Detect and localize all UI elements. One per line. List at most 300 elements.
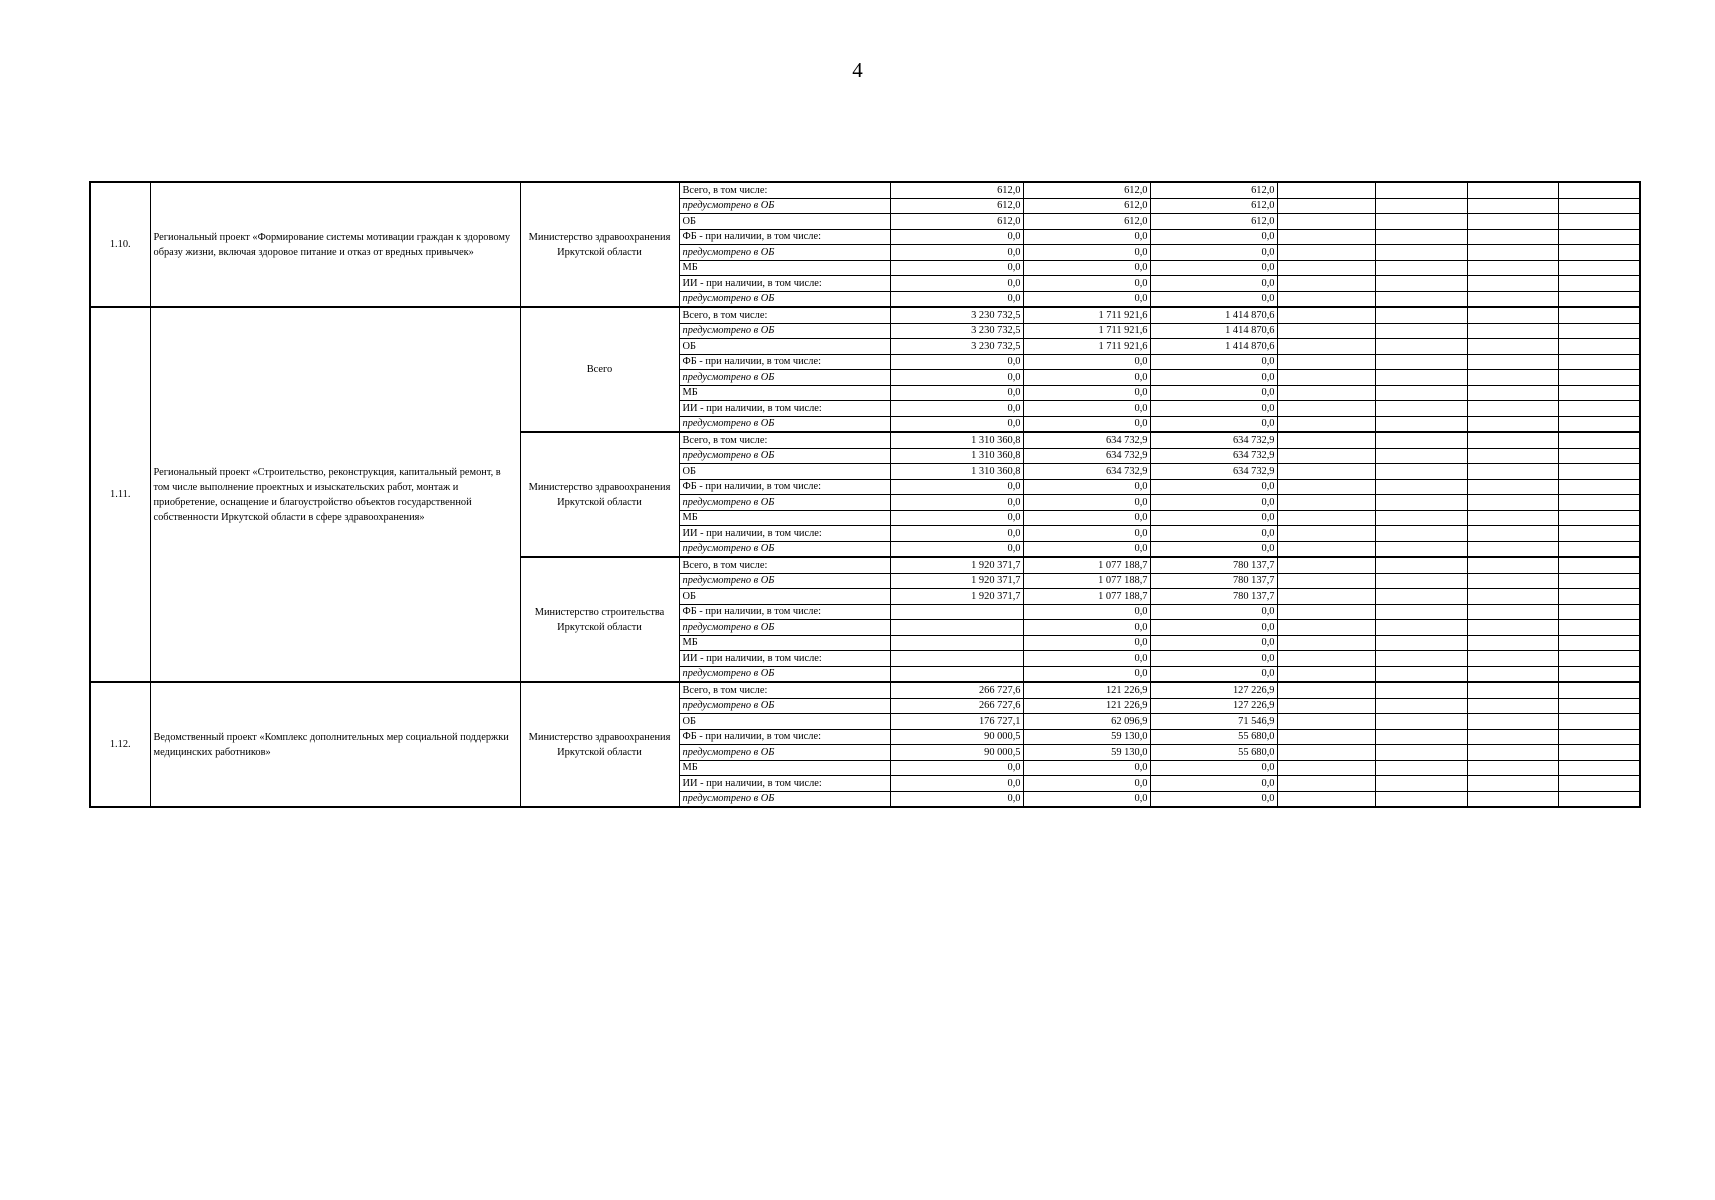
value-year-1: 1 310 360,8: [890, 448, 1023, 464]
value-year-1: 0,0: [890, 354, 1023, 370]
value-year-1: 0,0: [890, 510, 1023, 526]
table-row: [90, 182, 1640, 198]
value-year-3: 0,0: [1150, 416, 1277, 432]
empty-col-2: [1375, 370, 1467, 386]
empty-col-1: [1277, 354, 1375, 370]
value-year-3: 0,0: [1150, 276, 1277, 292]
funding-source: ОБ: [679, 214, 890, 230]
value-year-2: 62 096,9: [1023, 714, 1150, 730]
value-year-2: 0,0: [1023, 666, 1150, 682]
empty-col-4: [1558, 260, 1640, 276]
empty-col-3: [1467, 464, 1558, 480]
funding-source: предусмотрено в ОБ: [679, 495, 890, 511]
empty-col-2: [1375, 354, 1467, 370]
empty-col-1: [1277, 776, 1375, 792]
value-year-3: 780 137,7: [1150, 589, 1277, 605]
empty-col-3: [1467, 682, 1558, 698]
value-year-1: 3 230 732,5: [890, 339, 1023, 355]
value-year-3: 0,0: [1150, 776, 1277, 792]
funding-source: Всего, в том числе:: [679, 557, 890, 573]
empty-col-3: [1467, 416, 1558, 432]
funding-source: Всего, в том числе:: [679, 307, 890, 323]
empty-col-2: [1375, 666, 1467, 682]
value-year-2: 0,0: [1023, 354, 1150, 370]
budget-table: [89, 181, 1641, 808]
empty-col-4: [1558, 682, 1640, 698]
value-year-3: 1 414 870,6: [1150, 323, 1277, 339]
funding-source: ОБ: [679, 589, 890, 605]
value-year-3: 634 732,9: [1150, 464, 1277, 480]
value-year-2: 0,0: [1023, 651, 1150, 667]
funding-source: предусмотрено в ОБ: [679, 245, 890, 261]
value-year-1: 176 727,1: [890, 714, 1023, 730]
empty-col-4: [1558, 291, 1640, 307]
project-name: Региональный проект «Строительство, реконструкция, капитальный ремонт, в том числе выполнение проектных и изыскательских работ, монтаж и приобретение, оснащение и благоустройство объектов государственной собственности Иркутской области в сфере здравоохранения»: [150, 307, 520, 682]
empty-col-1: [1277, 260, 1375, 276]
funding-source: предусмотрено в ОБ: [679, 666, 890, 682]
value-year-1: 0,0: [890, 495, 1023, 511]
empty-col-2: [1375, 604, 1467, 620]
empty-col-3: [1467, 370, 1558, 386]
empty-col-1: [1277, 245, 1375, 261]
empty-col-2: [1375, 291, 1467, 307]
value-year-1: 612,0: [890, 214, 1023, 230]
empty-col-4: [1558, 198, 1640, 214]
value-year-2: 634 732,9: [1023, 448, 1150, 464]
value-year-1: 0,0: [890, 385, 1023, 401]
empty-col-4: [1558, 214, 1640, 230]
value-year-2: 1 711 921,6: [1023, 323, 1150, 339]
empty-col-4: [1558, 401, 1640, 417]
empty-col-2: [1375, 307, 1467, 323]
empty-col-2: [1375, 541, 1467, 557]
empty-col-4: [1558, 776, 1640, 792]
value-year-3: 0,0: [1150, 541, 1277, 557]
value-year-1: 612,0: [890, 182, 1023, 198]
empty-col-4: [1558, 729, 1640, 745]
project-name: Ведомственный проект «Комплекс дополнительных мер социальной поддержки медицинских работников»: [150, 682, 520, 807]
empty-col-4: [1558, 541, 1640, 557]
section-number: 1.10.: [90, 182, 150, 307]
empty-col-4: [1558, 635, 1640, 651]
value-year-2: 0,0: [1023, 620, 1150, 636]
empty-col-3: [1467, 354, 1558, 370]
empty-col-3: [1467, 245, 1558, 261]
value-year-3: 612,0: [1150, 182, 1277, 198]
funding-source: ФБ - при наличии, в том числе:: [679, 354, 890, 370]
value-year-3: 0,0: [1150, 479, 1277, 495]
empty-col-2: [1375, 589, 1467, 605]
value-year-3: 0,0: [1150, 354, 1277, 370]
empty-col-2: [1375, 245, 1467, 261]
value-year-3: 1 414 870,6: [1150, 339, 1277, 355]
value-year-3: 634 732,9: [1150, 432, 1277, 448]
funding-source: ИИ - при наличии, в том числе:: [679, 276, 890, 292]
funding-source: предусмотрено в ОБ: [679, 323, 890, 339]
empty-col-1: [1277, 510, 1375, 526]
executor-name: Министерство здравоохранения Иркутской области: [520, 682, 679, 807]
value-year-2: 0,0: [1023, 604, 1150, 620]
value-year-1: 0,0: [890, 245, 1023, 261]
empty-col-4: [1558, 495, 1640, 511]
value-year-3: 1 414 870,6: [1150, 307, 1277, 323]
empty-col-4: [1558, 573, 1640, 589]
empty-col-2: [1375, 557, 1467, 573]
empty-col-2: [1375, 714, 1467, 730]
empty-col-2: [1375, 464, 1467, 480]
value-year-3: 0,0: [1150, 229, 1277, 245]
empty-col-4: [1558, 557, 1640, 573]
funding-source: предусмотрено в ОБ: [679, 698, 890, 714]
empty-col-3: [1467, 323, 1558, 339]
empty-col-1: [1277, 385, 1375, 401]
value-year-2: 0,0: [1023, 495, 1150, 511]
empty-col-4: [1558, 479, 1640, 495]
value-year-3: 0,0: [1150, 651, 1277, 667]
empty-col-1: [1277, 416, 1375, 432]
empty-col-1: [1277, 760, 1375, 776]
empty-col-3: [1467, 198, 1558, 214]
value-year-2: 0,0: [1023, 526, 1150, 542]
empty-col-1: [1277, 635, 1375, 651]
empty-col-2: [1375, 339, 1467, 355]
empty-col-1: [1277, 495, 1375, 511]
empty-col-3: [1467, 589, 1558, 605]
table-row: [90, 682, 1640, 698]
value-year-3: 0,0: [1150, 526, 1277, 542]
funding-source: предусмотрено в ОБ: [679, 791, 890, 807]
empty-col-1: [1277, 791, 1375, 807]
value-year-3: 634 732,9: [1150, 448, 1277, 464]
value-year-2: 0,0: [1023, 370, 1150, 386]
value-year-3: 0,0: [1150, 245, 1277, 261]
section-number: 1.11.: [90, 307, 150, 682]
empty-col-1: [1277, 526, 1375, 542]
value-year-3: 0,0: [1150, 635, 1277, 651]
empty-col-3: [1467, 385, 1558, 401]
empty-col-1: [1277, 198, 1375, 214]
empty-col-4: [1558, 370, 1640, 386]
empty-col-3: [1467, 698, 1558, 714]
value-year-2: 0,0: [1023, 510, 1150, 526]
empty-col-3: [1467, 620, 1558, 636]
empty-col-2: [1375, 510, 1467, 526]
empty-col-4: [1558, 245, 1640, 261]
empty-col-1: [1277, 401, 1375, 417]
empty-col-1: [1277, 291, 1375, 307]
value-year-1: 0,0: [890, 416, 1023, 432]
value-year-3: 0,0: [1150, 401, 1277, 417]
value-year-2: 1 077 188,7: [1023, 557, 1150, 573]
funding-source: предусмотрено в ОБ: [679, 620, 890, 636]
empty-col-3: [1467, 276, 1558, 292]
value-year-2: 0,0: [1023, 416, 1150, 432]
value-year-3: 55 680,0: [1150, 745, 1277, 761]
empty-col-1: [1277, 339, 1375, 355]
value-year-2: 121 226,9: [1023, 698, 1150, 714]
empty-col-1: [1277, 573, 1375, 589]
funding-source: ОБ: [679, 714, 890, 730]
empty-col-2: [1375, 635, 1467, 651]
funding-source: ОБ: [679, 339, 890, 355]
funding-source: МБ: [679, 260, 890, 276]
funding-source: предусмотрено в ОБ: [679, 573, 890, 589]
empty-col-2: [1375, 776, 1467, 792]
funding-source: МБ: [679, 385, 890, 401]
empty-col-4: [1558, 323, 1640, 339]
empty-col-1: [1277, 729, 1375, 745]
empty-col-2: [1375, 198, 1467, 214]
empty-col-1: [1277, 666, 1375, 682]
empty-col-2: [1375, 323, 1467, 339]
funding-source: предусмотрено в ОБ: [679, 416, 890, 432]
funding-source: предусмотрено в ОБ: [679, 448, 890, 464]
funding-source: предусмотрено в ОБ: [679, 541, 890, 557]
empty-col-3: [1467, 214, 1558, 230]
value-year-3: 0,0: [1150, 666, 1277, 682]
empty-col-3: [1467, 635, 1558, 651]
empty-col-3: [1467, 448, 1558, 464]
executor-name: Министерство здравоохранения Иркутской области: [520, 182, 679, 307]
empty-col-4: [1558, 589, 1640, 605]
empty-col-3: [1467, 714, 1558, 730]
funding-source: ИИ - при наличии, в том числе:: [679, 526, 890, 542]
value-year-1: [890, 651, 1023, 667]
empty-col-2: [1375, 479, 1467, 495]
empty-col-2: [1375, 448, 1467, 464]
empty-col-4: [1558, 182, 1640, 198]
empty-col-1: [1277, 323, 1375, 339]
value-year-1: 0,0: [890, 760, 1023, 776]
empty-col-4: [1558, 791, 1640, 807]
value-year-1: 1 920 371,7: [890, 557, 1023, 573]
value-year-1: 0,0: [890, 370, 1023, 386]
value-year-2: 0,0: [1023, 760, 1150, 776]
empty-col-2: [1375, 760, 1467, 776]
value-year-3: 0,0: [1150, 604, 1277, 620]
empty-col-2: [1375, 651, 1467, 667]
empty-col-3: [1467, 791, 1558, 807]
funding-source: ФБ - при наличии, в том числе:: [679, 479, 890, 495]
empty-col-3: [1467, 745, 1558, 761]
funding-source: предусмотрено в ОБ: [679, 198, 890, 214]
value-year-3: 0,0: [1150, 370, 1277, 386]
funding-source: предусмотрено в ОБ: [679, 291, 890, 307]
value-year-2: 1 077 188,7: [1023, 589, 1150, 605]
value-year-3: 127 226,9: [1150, 698, 1277, 714]
funding-source: ИИ - при наличии, в том числе:: [679, 651, 890, 667]
value-year-2: 0,0: [1023, 229, 1150, 245]
empty-col-1: [1277, 620, 1375, 636]
empty-col-2: [1375, 682, 1467, 698]
funding-source: ИИ - при наличии, в том числе:: [679, 776, 890, 792]
empty-col-4: [1558, 464, 1640, 480]
empty-col-3: [1467, 573, 1558, 589]
funding-source: МБ: [679, 635, 890, 651]
empty-col-4: [1558, 745, 1640, 761]
empty-col-4: [1558, 339, 1640, 355]
value-year-2: 0,0: [1023, 276, 1150, 292]
empty-col-2: [1375, 620, 1467, 636]
executor-name: Министерство здравоохранения Иркутской области: [520, 432, 679, 557]
empty-col-2: [1375, 214, 1467, 230]
value-year-1: [890, 604, 1023, 620]
empty-col-4: [1558, 276, 1640, 292]
empty-col-1: [1277, 651, 1375, 667]
funding-source: МБ: [679, 760, 890, 776]
empty-col-2: [1375, 432, 1467, 448]
empty-col-2: [1375, 791, 1467, 807]
empty-col-3: [1467, 291, 1558, 307]
value-year-2: 0,0: [1023, 791, 1150, 807]
value-year-2: 634 732,9: [1023, 464, 1150, 480]
empty-col-2: [1375, 526, 1467, 542]
table-body: [90, 182, 1640, 807]
value-year-1: 0,0: [890, 479, 1023, 495]
funding-source: Всего, в том числе:: [679, 432, 890, 448]
value-year-2: 612,0: [1023, 214, 1150, 230]
value-year-3: 55 680,0: [1150, 729, 1277, 745]
executor-name: Министерство строительства Иркутской области: [520, 557, 679, 682]
empty-col-3: [1467, 339, 1558, 355]
empty-col-4: [1558, 229, 1640, 245]
empty-col-3: [1467, 182, 1558, 198]
empty-col-1: [1277, 448, 1375, 464]
empty-col-3: [1467, 495, 1558, 511]
empty-col-4: [1558, 354, 1640, 370]
empty-col-3: [1467, 526, 1558, 542]
empty-col-4: [1558, 307, 1640, 323]
empty-col-2: [1375, 260, 1467, 276]
empty-col-3: [1467, 260, 1558, 276]
value-year-1: [890, 635, 1023, 651]
value-year-2: 1 711 921,6: [1023, 307, 1150, 323]
empty-col-2: [1375, 745, 1467, 761]
empty-col-4: [1558, 416, 1640, 432]
value-year-1: 0,0: [890, 541, 1023, 557]
empty-col-1: [1277, 182, 1375, 198]
funding-source: ФБ - при наличии, в том числе:: [679, 729, 890, 745]
empty-col-4: [1558, 510, 1640, 526]
value-year-1: 0,0: [890, 260, 1023, 276]
empty-col-4: [1558, 385, 1640, 401]
value-year-1: 1 310 360,8: [890, 464, 1023, 480]
empty-col-3: [1467, 510, 1558, 526]
value-year-2: 0,0: [1023, 245, 1150, 261]
value-year-1: 0,0: [890, 776, 1023, 792]
value-year-1: 0,0: [890, 526, 1023, 542]
value-year-2: 0,0: [1023, 291, 1150, 307]
page-number: 4: [852, 58, 863, 82]
empty-col-3: [1467, 307, 1558, 323]
value-year-2: 0,0: [1023, 401, 1150, 417]
funding-source: МБ: [679, 510, 890, 526]
value-year-3: 0,0: [1150, 385, 1277, 401]
value-year-3: 0,0: [1150, 791, 1277, 807]
value-year-2: 1 711 921,6: [1023, 339, 1150, 355]
empty-col-4: [1558, 620, 1640, 636]
value-year-2: 59 130,0: [1023, 729, 1150, 745]
value-year-2: 0,0: [1023, 635, 1150, 651]
value-year-3: 0,0: [1150, 495, 1277, 511]
value-year-2: 612,0: [1023, 198, 1150, 214]
value-year-2: 0,0: [1023, 776, 1150, 792]
table-row: [90, 307, 1640, 323]
empty-col-1: [1277, 745, 1375, 761]
value-year-3: 780 137,7: [1150, 573, 1277, 589]
funding-source: ФБ - при наличии, в том числе:: [679, 604, 890, 620]
empty-col-3: [1467, 432, 1558, 448]
empty-col-1: [1277, 214, 1375, 230]
empty-col-3: [1467, 479, 1558, 495]
empty-col-3: [1467, 229, 1558, 245]
value-year-1: 266 727,6: [890, 682, 1023, 698]
empty-col-3: [1467, 666, 1558, 682]
empty-col-3: [1467, 760, 1558, 776]
empty-col-1: [1277, 714, 1375, 730]
value-year-3: 71 546,9: [1150, 714, 1277, 730]
value-year-1: 0,0: [890, 401, 1023, 417]
value-year-2: 0,0: [1023, 260, 1150, 276]
empty-col-2: [1375, 416, 1467, 432]
empty-col-4: [1558, 526, 1640, 542]
empty-col-4: [1558, 666, 1640, 682]
value-year-3: 0,0: [1150, 620, 1277, 636]
empty-col-3: [1467, 401, 1558, 417]
empty-col-3: [1467, 776, 1558, 792]
value-year-3: 127 226,9: [1150, 682, 1277, 698]
value-year-1: 3 230 732,5: [890, 323, 1023, 339]
empty-col-1: [1277, 589, 1375, 605]
value-year-1: 0,0: [890, 229, 1023, 245]
funding-source: Всего, в том числе:: [679, 182, 890, 198]
value-year-1: 0,0: [890, 791, 1023, 807]
empty-col-3: [1467, 651, 1558, 667]
empty-col-2: [1375, 229, 1467, 245]
project-name: Региональный проект «Формирование системы мотивации граждан к здоровому образу жизни, включая здоровое питание и отказ от вредных привычек»: [150, 182, 520, 307]
value-year-1: 1 310 360,8: [890, 432, 1023, 448]
value-year-1: 3 230 732,5: [890, 307, 1023, 323]
empty-col-2: [1375, 495, 1467, 511]
empty-col-4: [1558, 714, 1640, 730]
value-year-1: 266 727,6: [890, 698, 1023, 714]
funding-source: предусмотрено в ОБ: [679, 370, 890, 386]
funding-source: ИИ - при наличии, в том числе:: [679, 401, 890, 417]
value-year-1: [890, 620, 1023, 636]
funding-source: Всего, в том числе:: [679, 682, 890, 698]
value-year-1: 0,0: [890, 276, 1023, 292]
empty-col-1: [1277, 370, 1375, 386]
value-year-2: 0,0: [1023, 479, 1150, 495]
value-year-2: 634 732,9: [1023, 432, 1150, 448]
funding-source: предусмотрено в ОБ: [679, 745, 890, 761]
empty-col-4: [1558, 651, 1640, 667]
value-year-2: 0,0: [1023, 385, 1150, 401]
empty-col-3: [1467, 729, 1558, 745]
empty-col-2: [1375, 729, 1467, 745]
empty-col-4: [1558, 760, 1640, 776]
empty-col-1: [1277, 307, 1375, 323]
value-year-3: 612,0: [1150, 214, 1277, 230]
value-year-2: 59 130,0: [1023, 745, 1150, 761]
executor-name: Всего: [520, 307, 679, 432]
value-year-2: 0,0: [1023, 541, 1150, 557]
empty-col-2: [1375, 385, 1467, 401]
empty-col-4: [1558, 448, 1640, 464]
empty-col-1: [1277, 541, 1375, 557]
value-year-1: 612,0: [890, 198, 1023, 214]
value-year-3: 0,0: [1150, 760, 1277, 776]
